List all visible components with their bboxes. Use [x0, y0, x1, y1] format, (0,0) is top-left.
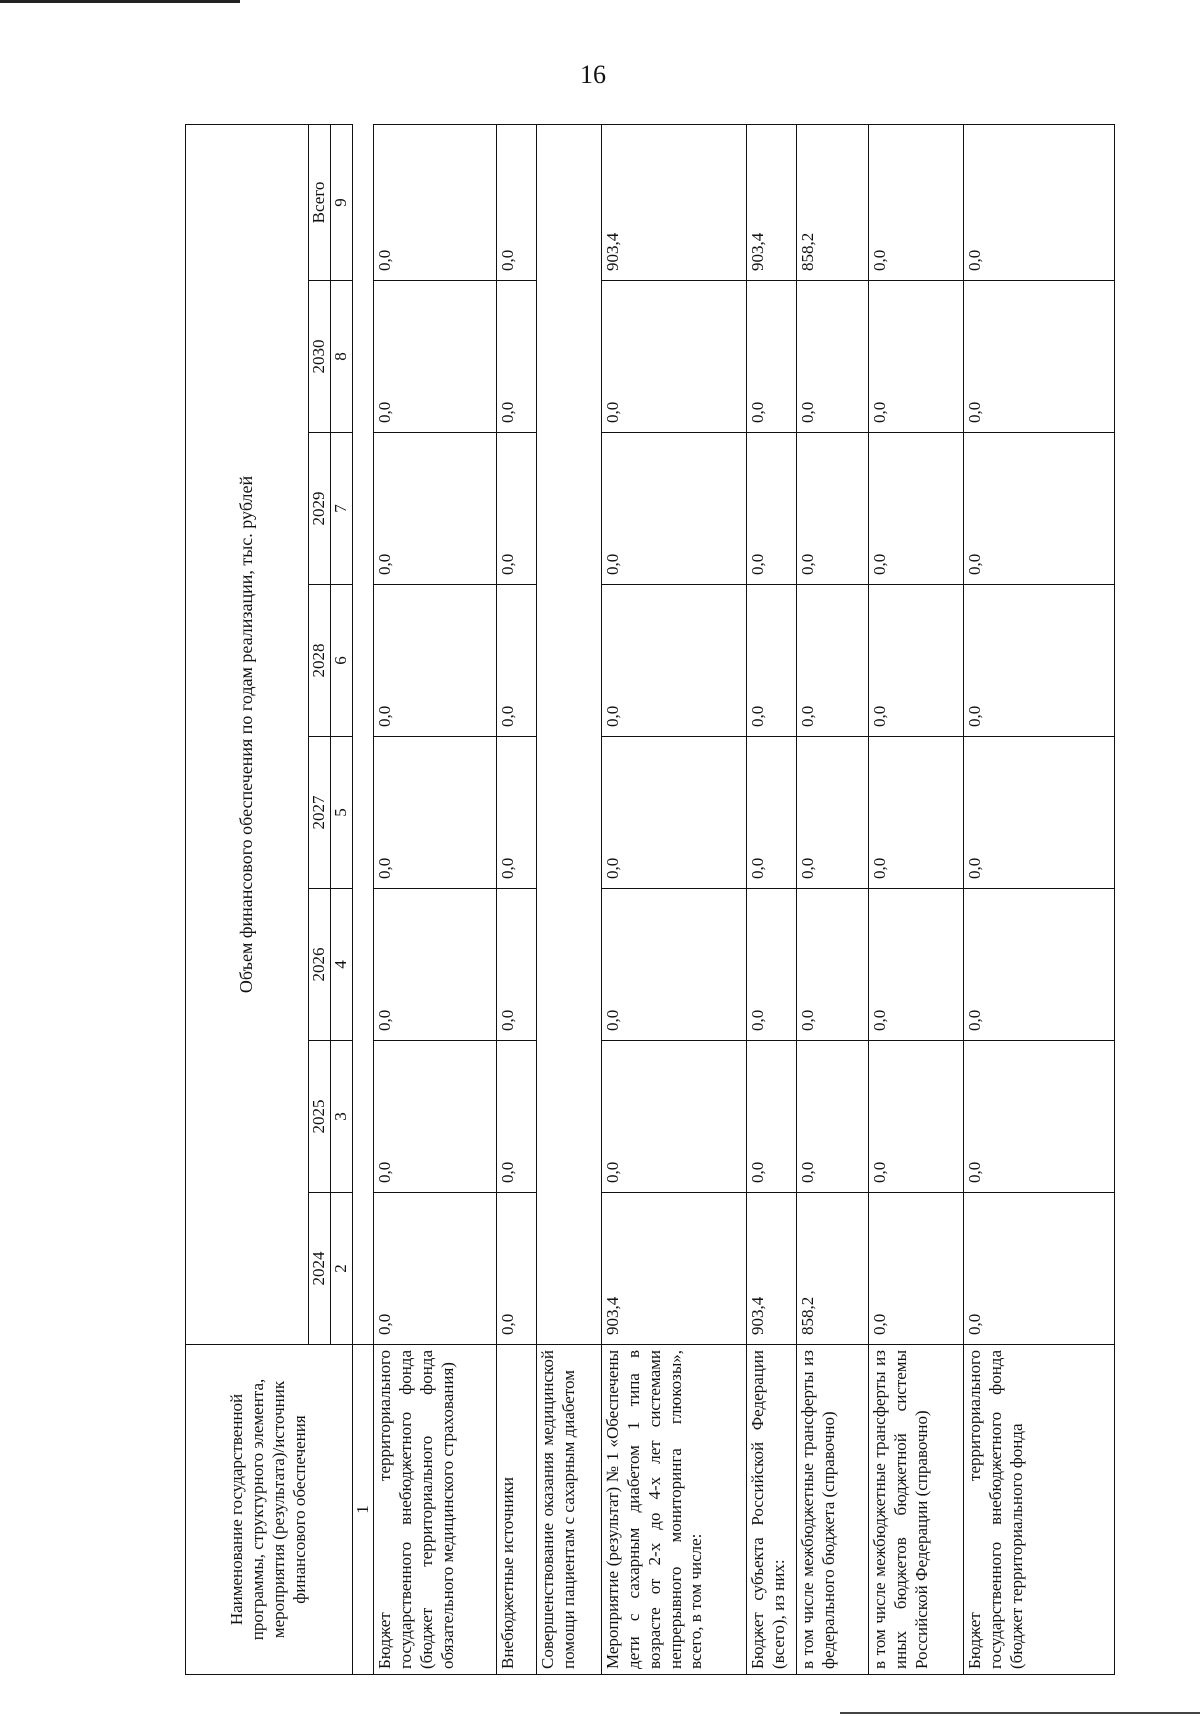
cell-value: 0,0 — [602, 433, 747, 585]
cell-value: 0,0 — [869, 1041, 964, 1193]
cell-value: 0,0 — [964, 281, 1115, 433]
cell-value: 0,0 — [497, 889, 537, 1041]
column-number: 4 — [331, 889, 353, 1041]
cell-value: 0,0 — [374, 433, 497, 585]
table-row — [797, 124, 869, 1674]
cell-value: 0,0 — [602, 1041, 747, 1193]
scan-edge-bottom — [840, 1712, 1200, 1714]
cell-value: 0,0 — [869, 281, 964, 433]
cell-value: 0,0 — [964, 737, 1115, 889]
cell-value: 0,0 — [797, 889, 869, 1041]
table-row — [374, 124, 497, 1674]
column-number: 9 — [331, 124, 353, 280]
cell-value: 0,0 — [869, 124, 964, 280]
cell-value: 903,4 — [747, 1193, 797, 1345]
table-row — [602, 124, 747, 1674]
cell-value: 0,0 — [964, 889, 1115, 1041]
page-number: 16 — [580, 60, 606, 89]
cell-value: 0,0 — [747, 737, 797, 889]
cell-value: 0,0 — [602, 737, 747, 889]
cell-value: 903,4 — [602, 124, 747, 280]
cell-value: 0,0 — [869, 737, 964, 889]
financing-table — [185, 124, 1115, 1675]
cell-value: 0,0 — [374, 281, 497, 433]
section-empty-cell — [537, 124, 602, 1344]
cell-value: 0,0 — [602, 889, 747, 1041]
cell-value: 903,4 — [747, 124, 797, 280]
table-row — [964, 124, 1115, 1674]
cell-value: 0,0 — [869, 889, 964, 1041]
header-year: 2027 — [309, 737, 331, 889]
cell-value: 0,0 — [747, 433, 797, 585]
row-name: Совершенствование оказания медицинской помощи пациентам с сахарным диабетом — [537, 1345, 602, 1675]
cell-value: 0,0 — [964, 1041, 1115, 1193]
row-name: Бюджет территориального государственного внебюджетного фонда (бюджет территориального фонда — [964, 1345, 1115, 1675]
table-row — [537, 124, 602, 1674]
column-number: 6 — [331, 585, 353, 737]
row-name: в том числе межбюджетные трансферты из иных бюджетов бюджетной системы Российской Федерации (справочно) — [869, 1345, 964, 1675]
cell-value: 0,0 — [964, 433, 1115, 585]
header-year: 2026 — [309, 889, 331, 1041]
cell-value: 0,0 — [602, 585, 747, 737]
table-row — [747, 124, 797, 1674]
cell-value: 0,0 — [497, 737, 537, 889]
cell-value: 0,0 — [964, 1193, 1115, 1345]
cell-value: 0,0 — [497, 124, 537, 280]
cell-value: 0,0 — [374, 889, 497, 1041]
cell-value: 0,0 — [797, 1041, 869, 1193]
cell-value: 0,0 — [374, 585, 497, 737]
row-name: Бюджет субъекта Российской Федерации (всего), из них: — [747, 1345, 797, 1675]
cell-value: 0,0 — [869, 585, 964, 737]
header-year: 2028 — [309, 585, 331, 737]
header-year: 2029 — [309, 433, 331, 585]
cell-value: 0,0 — [497, 433, 537, 585]
scan-edge-top — [0, 0, 240, 3]
cell-value: 0,0 — [797, 433, 869, 585]
cell-value: 0,0 — [797, 585, 869, 737]
cell-value: 0,0 — [374, 1041, 497, 1193]
header-year: 2030 — [309, 281, 331, 433]
financing-table-rotated — [185, 125, 1115, 1675]
header-name: Наименование государственной программы, структурного элемента, мероприятия (результата)/источник финансового обеспечения — [186, 1345, 353, 1675]
column-number: 2 — [331, 1193, 353, 1345]
cell-value: 0,0 — [497, 1041, 537, 1193]
cell-value: 0,0 — [497, 1193, 537, 1345]
cell-value: 0,0 — [964, 585, 1115, 737]
cell-value: 858,2 — [797, 1193, 869, 1345]
cell-value: 0,0 — [869, 1193, 964, 1345]
column-number: 7 — [331, 433, 353, 585]
cell-value: 0,0 — [869, 433, 964, 585]
cell-value: 0,0 — [747, 889, 797, 1041]
cell-value: 0,0 — [797, 737, 869, 889]
cell-value: 0,0 — [747, 585, 797, 737]
cell-value: 858,2 — [797, 124, 869, 280]
cell-value: 0,0 — [747, 1041, 797, 1193]
row-name: Мероприятие (результат) № 1 «Обеспечены дети с сахарным диабетом 1 типа в возрасте от 2-х до 4-х лет системами непрерывного мониторинга глюкозы», всего, в том числе: — [602, 1345, 747, 1675]
cell-value: 903,4 — [602, 1193, 747, 1345]
header-total: Всего — [309, 124, 331, 280]
cell-value: 0,0 — [964, 124, 1115, 280]
table-row — [869, 124, 964, 1674]
column-number: 5 — [331, 737, 353, 889]
row-name: в том числе межбюджетные трансферты из федерального бюджета (справочно) — [797, 1345, 869, 1675]
header-year: 2025 — [309, 1041, 331, 1193]
column-number: 8 — [331, 281, 353, 433]
row-name: Внебюджетные источники — [497, 1345, 537, 1675]
cell-value: 0,0 — [374, 737, 497, 889]
cell-value: 0,0 — [374, 124, 497, 280]
cell-value: 0,0 — [497, 281, 537, 433]
column-number: 1 — [352, 1345, 374, 1675]
cell-value: 0,0 — [797, 281, 869, 433]
cell-value: 0,0 — [374, 1193, 497, 1345]
header-year: 2024 — [309, 1193, 331, 1345]
cell-value: 0,0 — [602, 281, 747, 433]
row-name: Бюджет территориального государственного внебюджетного фонда (бюджет территориального фонда обязательного медицинского страхования) — [374, 1345, 497, 1675]
header-financing-volume: Объем финансового обеспечения по годам реализации, тыс. рублей — [186, 124, 309, 1344]
cell-value: 0,0 — [497, 585, 537, 737]
cell-value: 0,0 — [747, 281, 797, 433]
table-row — [497, 124, 537, 1674]
column-number: 3 — [331, 1041, 353, 1193]
